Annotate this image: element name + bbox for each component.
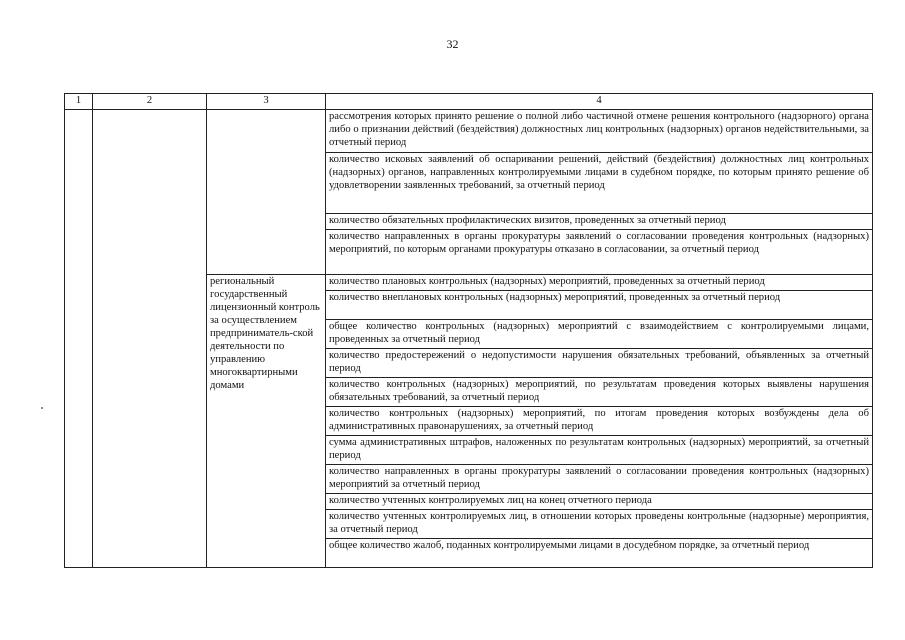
indicator-cell: количество направленных в органы прокуратуры заявлений о согласовании проведения контрольных (надзорных) мероприятий за отчетный период — [326, 465, 873, 494]
indicator-cell: количество плановых контрольных (надзорных) мероприятий, проведенных за отчетный период — [326, 275, 873, 291]
col-1-cell — [65, 110, 93, 568]
indicator-cell: сумма административных штрафов, наложенных по результатам контрольных (надзорных) мероприятий, за отчетный период — [326, 436, 873, 465]
indicator-cell: количество предостережений о недопустимости нарушения обязательных требований, объявленных за отчетный период — [326, 349, 873, 378]
header-col-2: 2 — [93, 94, 207, 110]
indicator-cell: рассмотрения которых принято решение о полной либо частичной отмене решения контрольного (надзорного) органа либо о признании действий (бездействия) должностных лиц контрольных (надзорных) органов недействительными, за отчетный период — [326, 110, 873, 153]
indicator-cell: количество направленных в органы прокуратуры заявлений о согласовании проведения контрольных (надзорных) мероприятий, по которым органами прокуратуры отказано в согласовании, за отчетный период — [326, 230, 873, 275]
indicator-cell: количество учтенных контролируемых лиц на конец отчетного периода — [326, 494, 873, 510]
header-row — [65, 94, 873, 110]
indicators-table — [64, 93, 873, 568]
header-col-3: 3 — [207, 94, 326, 110]
scan-speck — [41, 407, 43, 409]
indicator-cell: общее количество жалоб, поданных контролируемыми лицами в досудебном порядке, за отчетный период — [326, 539, 873, 568]
indicator-cell: количество контрольных (надзорных) мероприятий, по итогам проведения которых возбуждены дела об административных правонарушениях, за отчетный период — [326, 407, 873, 436]
col-3-cell-empty — [207, 110, 326, 275]
indicator-cell: количество внеплановых контрольных (надзорных) мероприятий, проведенных за отчетный период — [326, 291, 873, 320]
header-col-1: 1 — [65, 94, 93, 110]
indicator-cell: количество исковых заявлений об оспаривании решений, действий (бездействия) должностных лиц контрольных (надзорных) органов, направленных контролируемыми лицами в судебном порядке, по которым принято решение об удовлетворении заявленных требований, за отчетный период — [326, 153, 873, 214]
indicator-cell: количество контрольных (надзорных) мероприятий, по результатам проведения которых выявлены нарушения обязательных требований, за отчетный период — [326, 378, 873, 407]
col-2-cell — [93, 110, 207, 568]
page-number: 32 — [446, 37, 459, 51]
indicator-cell: общее количество контрольных (надзорных) мероприятий с взаимодействием с контролируемыми лицами, проведенных за отчетный период — [326, 320, 873, 349]
indicator-cell: количество обязательных профилактических визитов, проведенных за отчетный период — [326, 214, 873, 230]
control-type-label: региональный государственный лицензионный контроль за осуществлением предприниматель-ской деятельности по управлению многоквартирными домами — [207, 275, 326, 568]
table-row — [65, 110, 873, 153]
indicator-cell: количество учтенных контролируемых лиц, в отношении которых проведены контрольные (надзорные) мероприятия, за отчетный период — [326, 510, 873, 539]
header-col-4: 4 — [326, 94, 873, 110]
